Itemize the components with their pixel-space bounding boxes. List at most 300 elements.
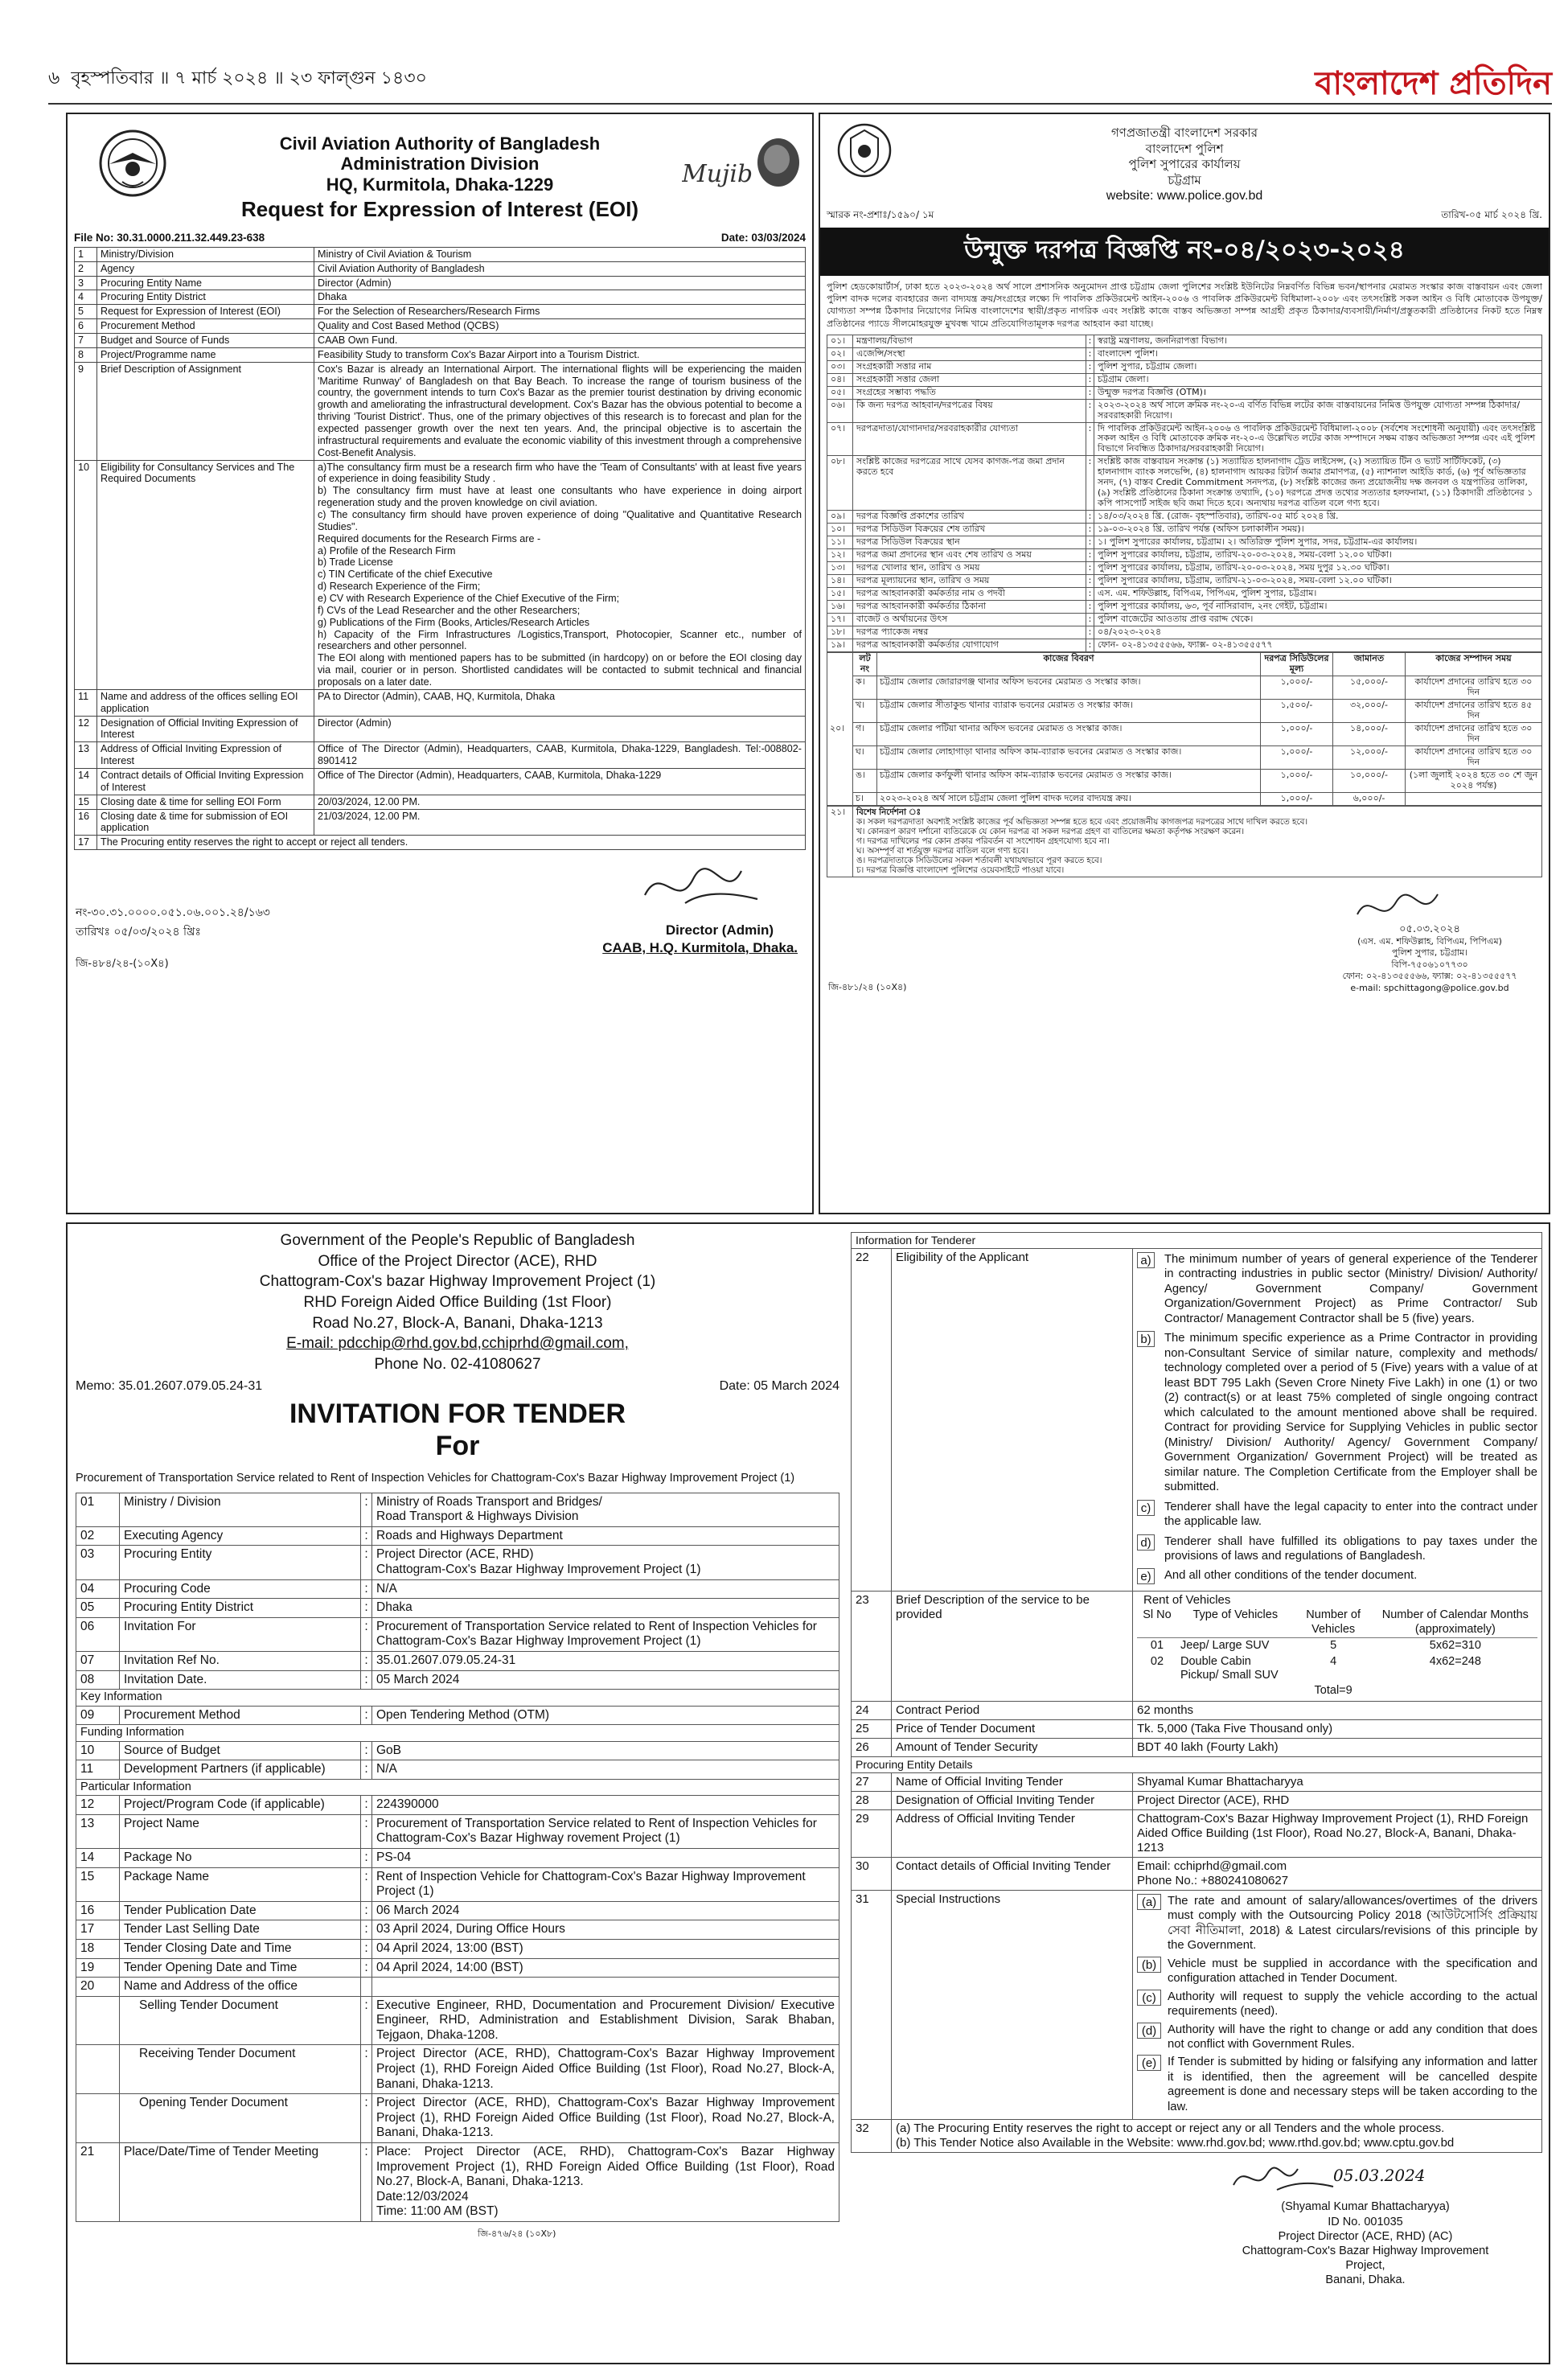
rhd-row-label: Special Instructions	[892, 1890, 1133, 2120]
special-text: The rate and amount of salary/allowances/overtimes of the drivers must comply with the Outsourcing Policy 2018 (আউটসোর্সিং প্রক্রিয়ায় সেবা নীতিমালা, 2018) & Latest circulars/revisions of this principle by the Government.	[1168, 1894, 1537, 1953]
police-dept: বাংলাদেশ পুলিশ	[1145, 141, 1224, 156]
rhd-desc: Procurement of Transportation Service related to Rent of Inspection Vehicles for Chattogram-Cox's Bazar Highway Improvement Project (1)	[76, 1471, 795, 1485]
rhd-row	[76, 1867, 839, 1901]
police-row-colon: :	[1086, 347, 1094, 360]
eoi-row-value: Director (Admin)	[314, 276, 806, 290]
police-row-no: ০৬।	[827, 399, 853, 422]
police-row-no: ১৩।	[827, 562, 853, 575]
note-item: গ। দরপত্র দাখিলের পর কোন প্রকার পরিবর্তন বা সংশোধন গ্রহণযোগ্য হবে না।	[856, 836, 1110, 846]
police-row	[827, 562, 1542, 575]
lot-header-row	[827, 652, 1542, 676]
lot-no: ঘ।	[853, 745, 877, 769]
eoi-row-no: 12	[75, 716, 97, 742]
rhd-row-no: 19	[76, 1958, 120, 1978]
police-row-value: পুলিশ সুপারের কার্যালয়, চট্টগ্রাম, তারিখ-২০-০৩-২০২৪, সময়-বেলা ১২.০০ ঘটিকা।	[1094, 549, 1542, 562]
mujib-logo	[682, 135, 802, 199]
rhd-row	[76, 1546, 839, 1579]
rhd-section-row	[76, 1725, 839, 1741]
rhd-row-no: 04	[76, 1579, 120, 1599]
vehicle-num: 5	[1330, 1639, 1337, 1653]
note-item: ক। সকল দরপত্রদাতা অবশ্যই সংশ্লিষ্ট কাজের পূর্ব অভিজ্ঞতা সম্পন্ন হতে হবে এবং প্রয়োজনীয় কাগজপত্র দরপত্রের সাথে দাখিল করতে হবে।	[856, 816, 1308, 827]
rhd-row	[852, 2120, 1542, 2153]
rhd-row-label: Address of Official Inviting Tender	[892, 1809, 1133, 1857]
eoi-row-value: Director (Admin)	[314, 716, 806, 742]
lot-price: ১,০০০/-	[1261, 792, 1333, 805]
rhd-row-colon: :	[361, 1901, 372, 1920]
lot-security: ১৪,০০০/-	[1333, 722, 1406, 745]
police-row-label: বাজেট ও অর্থায়নের উৎস	[853, 614, 1086, 626]
police-row	[827, 335, 1542, 347]
eligibility-text: And all other conditions of the tender document.	[1164, 1569, 1418, 1583]
eoi-row-no: 5	[75, 305, 97, 319]
rhd-row-colon: :	[361, 1958, 372, 1978]
vehicle-header-cell: Sl No	[1137, 1608, 1177, 1637]
lot-desc: চট্টগ্রাম জেলার জোরারগঞ্জ থানার অফিস ভবনের মেরামত ও সংস্কার কাজ।	[877, 676, 1261, 699]
rhd-row	[76, 1760, 839, 1780]
rhd-row-colon: :	[361, 1996, 372, 2045]
rhd-row	[76, 1978, 839, 1997]
rhd-hdr-project: Chattogram-Cox's bazar Highway Improvement Project (1)	[259, 1273, 656, 1291]
rhd-row	[76, 1617, 839, 1651]
rhd-title-for: For	[435, 1430, 480, 1461]
rhd-sig-line: (Shyamal Kumar Bhattacharyya)	[1281, 2200, 1450, 2214]
notes-cell	[853, 806, 1542, 877]
eoi-row-label: Brief Description of Assignment	[97, 362, 314, 460]
eoi-row	[75, 276, 806, 290]
police-row-no: ১৯।	[827, 639, 853, 651]
note-item: চ। দরপত্র বিজ্ঞপ্তি বাংলাদেশ পুলিশের ওয়েবসাইটে পাওয়া যাবে।	[856, 865, 1065, 876]
rhd-row-label: Package Name	[120, 1867, 361, 1901]
eoi-row-value: Ministry of Civil Aviation & Tourism	[314, 247, 806, 261]
rhd-row-label: Tender Last Selling Date	[120, 1920, 361, 1940]
notes-list	[856, 817, 1538, 876]
eoi-row-value: 20/03/2024, 12.00 PM.	[314, 795, 806, 809]
police-row-value: ১৪/০৩/২০২৪ খ্রি. (রোজ- বৃহস্পতিবার), তারিখ-০৫ মার্চ ২০২৪ খ্রি.	[1094, 511, 1542, 524]
police-website: website: www.police.gov.bd	[1106, 189, 1263, 203]
lot-desc: চট্টগ্রাম জেলার পটিয়া থানার অফিস ভবনের মেরামত ও সংস্কার কাজ।	[877, 722, 1261, 745]
rhd-row-value: Shyamal Kumar Bhattacharyya	[1133, 1772, 1542, 1791]
eligibility-text: Tenderer shall have the legal capacity to enter into the contract under the applicable law.	[1164, 1500, 1537, 1529]
police-row-no: ১২।	[827, 549, 853, 562]
rhd-row-no: 25	[852, 1719, 892, 1738]
eoi-row	[75, 716, 806, 742]
rhd-row	[76, 1796, 839, 1815]
police-row-colon: :	[1086, 549, 1094, 562]
eoi-signature	[637, 855, 766, 919]
police-row-colon: :	[1086, 639, 1094, 651]
lot-desc: চট্টগ্রাম জেলার লোহাগাড়া থানার অফিস কাম-ব্যারাক ভবনের মেরামত ও সংস্কার কাজ।	[877, 745, 1261, 769]
police-row-value: চট্টগ্রাম জেলা।	[1094, 373, 1542, 386]
rhd-row	[76, 2143, 839, 2222]
caab-logo	[98, 129, 167, 198]
rhd-hdr-email: E-mail: pdcchip@rhd.gov.bd,cchiprhd@gmail.com,	[286, 1335, 629, 1353]
special-item	[1137, 1894, 1537, 1953]
lot-row	[827, 722, 1542, 745]
vehicle-sl: 02	[1150, 1654, 1164, 1668]
rhd-row	[76, 1901, 839, 1920]
notes-title: বিশেষ নির্দেশনা ঃ	[856, 807, 922, 817]
rhd-row-label: Tender Opening Date and Time	[120, 1958, 361, 1978]
rhd-hdr-road: Road No.27, Block-A, Banani, Dhaka-1213	[312, 1314, 603, 1332]
rhd-row-no: 08	[76, 1670, 120, 1690]
lot-header-cell: জামানত	[1333, 652, 1406, 676]
rhd-row-no: 09	[76, 1706, 120, 1725]
police-office: পুলিশ সুপারের কার্যালয়	[1128, 157, 1241, 171]
special-text: Authority will have the right to change or add any condition that does not conflict with Government Rules.	[1168, 2023, 1537, 2051]
police-row-no: ০৪।	[827, 373, 853, 386]
note-item: ঘ। অসম্পূর্ণ বা শর্তযুক্ত দরপত্র বাতিল বলে গণ্য হবে।	[856, 846, 1028, 856]
vehicle-cell-title: Rent of Vehicles	[1143, 1593, 1231, 1608]
police-row	[827, 614, 1542, 626]
police-row-colon: :	[1086, 456, 1094, 511]
rhd-row-value: Tk. 5,000 (Taka Five Thousand only)	[1133, 1719, 1542, 1738]
rhd-row-no	[76, 2094, 120, 2143]
police-row-no: ০১।	[827, 335, 853, 347]
lot-security: ১০,০০০/-	[1333, 769, 1406, 792]
rhd-row-no: 18	[76, 1939, 120, 1958]
rhd-row	[852, 1809, 1542, 1857]
rhd-hdr-office: Office of the Project Director (ACE), RHD	[318, 1252, 597, 1270]
rhd-row-value: BDT 40 lakh (Fourty Lakh)	[1133, 1738, 1542, 1756]
eligibility-list	[1133, 1248, 1542, 1592]
rhd-row-colon: :	[361, 2143, 372, 2222]
lot-desc: চট্টগ্রাম জেলার সীতাকুন্ড থানার ব্যারাক ভবনের মেরামত ও সংস্কার কাজ।	[877, 699, 1261, 722]
vehicle-header-row	[1137, 1608, 1537, 1637]
eoi-row	[75, 305, 806, 319]
rhd-row-no: 29	[852, 1809, 892, 1857]
police-row-colon: :	[1086, 373, 1094, 386]
police-row-value: পুলিশ সুপার, চট্টগ্রাম জেলা।	[1094, 360, 1542, 373]
rhd-row-label: Name of Official Inviting Tender	[892, 1772, 1133, 1791]
rhd-row-value: 224390000	[372, 1796, 839, 1815]
rhd-row-no: 31	[852, 1890, 892, 2120]
lot-time: কার্যাদেশ প্রদানের তারিখ হতে ৩০ দিন	[1406, 722, 1542, 745]
eoi-title: Request for Expression of Interest (EOI)	[240, 196, 639, 221]
police-row	[827, 575, 1542, 588]
rhd-row-no: 13	[76, 1814, 120, 1848]
rhd-row-no: 28	[852, 1791, 892, 1809]
police-row-no: ১৪।	[827, 575, 853, 588]
rhd-row-colon: :	[361, 1599, 372, 1618]
police-ad-code: জি-৪৮১/২৪ (১০X৪)	[828, 981, 907, 992]
police-row	[827, 399, 1542, 422]
eoi-row-label: Procurement Method	[97, 319, 314, 334]
eoi-row-label: Designation of Official Inviting Expression of Interest	[97, 716, 314, 742]
eligibility-key: e)	[1137, 1568, 1155, 1584]
rhd-memo: Memo: 35.01.2607.079.05.24-31	[76, 1379, 263, 1394]
rhd-row-colon: :	[361, 1706, 372, 1725]
rhd-row-no: 24	[852, 1701, 892, 1719]
eoi-row	[75, 333, 806, 347]
rhd-row-no: 06	[76, 1617, 120, 1651]
eoi-row-value: For the Selection of Researchers/Research Firms	[314, 305, 806, 319]
eoi-row	[75, 362, 806, 460]
police-row-value: দি পাবলিক প্রকিউরমেন্ট আইন-২০০৬ ও পাবলিক প্রকিউরমেন্ট বিধিমালা-২০০৮ (সর্বশেষ সংশোধনী অনুযায়ী) এবং তৎসংশ্লিষ্ট সকল আইন ও বিধি মোতাবেক ক্রমিক নং-২০-এ উল্লেখিত লটের কাজ সম্পাদনে সক্ষম বাস্তব অভিজ্ঞতা সম্পন্ন এবং এই পুলিশ বিভাগে নিবন্ধিত ঠিকাদার/সরবরাহকারী নিয়োগ।	[1094, 422, 1542, 456]
eoi-sig-title: Director (Admin)	[665, 922, 774, 939]
rhd-row-no: 21	[76, 2143, 120, 2222]
lot-time	[1406, 792, 1542, 805]
police-row-no: ০২।	[827, 347, 853, 360]
eoi-row-label: Address of Official Inviting Expression of Interest	[97, 742, 314, 769]
police-lot-table	[827, 652, 1542, 806]
police-memo: স্মারক নং-প্রশাঃ/১৫৯০/ ১ম	[827, 208, 934, 220]
police-row-value: স্বরাষ্ট্র মন্ত্রণালয়, জননিরাপত্তা বিভাগ।	[1094, 335, 1542, 347]
rhd-section-title: Key Information	[76, 1690, 839, 1706]
rhd-row	[852, 1719, 1542, 1738]
police-row-label: দরপত্র প্যাকেজ নম্বর	[853, 626, 1086, 639]
eoi-row	[75, 809, 806, 836]
eoi-division: Administration Division	[340, 154, 540, 175]
police-tender-ad	[819, 113, 1550, 1214]
eoi-row-no: 8	[75, 347, 97, 362]
special-text: Authority will request to supply the vehicle according to the actual requirements (need).	[1168, 1990, 1537, 2019]
rhd-row-label: Price of Tender Document	[892, 1719, 1133, 1738]
rhd-sign-block	[851, 2153, 1542, 2298]
eligibility-item	[1137, 1252, 1537, 1326]
rhd-row-label: Place/Date/Time of Tender Meeting	[120, 2143, 361, 2222]
police-row	[827, 536, 1542, 549]
eoi-row-no: 6	[75, 319, 97, 334]
eoi-row-value: Office of The Director (Admin), Headquarters, CAAB, Kurmitola, Dhaka-1229	[314, 769, 806, 795]
rhd-office-label: Receiving Tender Document	[120, 2045, 361, 2094]
eoi-row-no: 17	[75, 836, 97, 850]
special-item	[1137, 2023, 1537, 2052]
eligibility-item	[1137, 1568, 1537, 1584]
rhd-hdr-phone: Phone No. 02-41080627	[374, 1355, 541, 1373]
rhd-row-value	[372, 1978, 839, 1997]
rhd-tender-ad	[66, 1222, 1550, 2364]
note-item: খ। কোনরূপ কারণ দর্শানো ব্যতিরেকে যে কোন দরপত্র বা সকল দরপত্র গ্রহণ বা বাতিলের ক্ষমতা কর্তৃপক্ষ সংরক্ষণ করেন।	[856, 826, 1244, 836]
lot-security: ৬,০০০/-	[1333, 792, 1406, 805]
eoi-row-value: Feasibility Study to transform Cox's Bazar Airport into a Tourism District.	[314, 347, 806, 362]
eoi-file-no: File No: 30.31.0000.211.32.449.23-638	[74, 231, 265, 244]
special-key: (c)	[1137, 1990, 1161, 2006]
lot-time: কার্যাদেশ প্রদানের তারিখ হতে ৪৫ দিন	[1406, 699, 1542, 722]
rhd-row-colon: :	[361, 1760, 372, 1780]
header-rule	[48, 103, 1552, 105]
rhd-row-label: Procuring Entity	[120, 1546, 361, 1579]
police-row-no: ১৮।	[827, 626, 853, 639]
police-row	[827, 360, 1542, 373]
rhd-row-label: Tender Closing Date and Time	[120, 1939, 361, 1958]
rhd-row-label: Tender Publication Date	[120, 1901, 361, 1920]
eoi-row-value: The Procuring entity reserves the right to accept or reject all tenders.	[97, 836, 806, 850]
vehicle-type: Double Cabin Pickup/ Small SUV	[1180, 1654, 1279, 1682]
vehicle-total: Total=9	[1314, 1684, 1353, 1698]
rhd-date: Date: 05 March 2024	[719, 1379, 839, 1394]
lot-price: ১,০০০/-	[1261, 745, 1333, 769]
lot-no: গ।	[853, 722, 877, 745]
special-key: (a)	[1137, 1894, 1161, 1910]
vehicle-row	[1137, 1654, 1537, 1684]
rhd-row-no	[76, 2045, 120, 2094]
rhd-row-label: Project/Program Code (if applicable)	[120, 1796, 361, 1815]
special-key: (b)	[1137, 1957, 1161, 1973]
rhd-row	[76, 1599, 839, 1618]
eoi-row-value: Dhaka	[314, 290, 806, 305]
rhd-row	[852, 1248, 1542, 1592]
rhd-row-no: 16	[76, 1901, 120, 1920]
eoi-row-label: Project/Programme name	[97, 347, 314, 362]
police-row-no: ১৭।	[827, 614, 853, 626]
police-row	[827, 588, 1542, 601]
rhd-row-label: Amount of Tender Security	[892, 1738, 1133, 1756]
lot-no: ক।	[853, 676, 877, 699]
police-row-label: দরপত্রদাতা/যোগানদার/সরবরাহকারীর যোগ্যতা	[853, 422, 1086, 456]
rhd-row-value: GoB	[372, 1741, 839, 1760]
lot-desc: চট্টগ্রাম জেলার কর্ণফুলী থানার অফিস কাম-ব্যারাক ভবনের মেরামত ও সংস্কার কাজ।	[877, 769, 1261, 792]
rhd-row-label: Procuring Entity District	[120, 1599, 361, 1618]
rhd-row-colon: :	[361, 1526, 372, 1546]
police-row-colon: :	[1086, 335, 1094, 347]
police-row-label: সংগ্রহের সম্ভাব্য পদ্ধতি	[853, 386, 1086, 399]
police-row-colon: :	[1086, 588, 1094, 601]
eoi-org: Civil Aviation Authority of Bangladesh	[279, 133, 601, 154]
rhd-row-value: Procurement of Transportation Service related to Rent of Inspection Vehicles for Chattogram-Cox's Bazar Highway Improvement Project (1)	[372, 1617, 839, 1651]
eoi-sig-address: CAAB, H.Q. Kurmitola, Dhaka.	[602, 940, 798, 956]
rhd-row-label: Project Name	[120, 1814, 361, 1848]
rhd-row-value: Place: Project Director (ACE, RHD), Chattogram-Cox's Bazar Highway Improvement Project (1), RHD Foreign Aided Office Building (1st Floor), Road No.27, Block-A, Banani, Dhaka-1213. Date:12/03/2024 Time: 11:00 AM (BST)	[372, 2143, 839, 2222]
police-row-value: ১৯-০৩-২০২৪ খ্রি. তারিখ পর্যন্ত (অফিস চলাকালীন সময়)।	[1094, 524, 1542, 536]
police-sig-title: পুলিশ সুপার, চট্টগ্রাম।	[1391, 947, 1468, 959]
police-row-value: পুলিশ সুপারের কার্যালয়, চট্টগ্রাম, তারিখ-২১-০৩-২০২৪, সময়-বেলা ১২.০০ ঘটিকা।	[1094, 575, 1542, 588]
police-row-no: ০৫।	[827, 386, 853, 399]
police-row	[827, 422, 1542, 456]
rhd-row-value: N/A	[372, 1579, 839, 1599]
rhd-32b: (b) This Tender Notice also Available in the Website: www.rhd.gov.bd; www.rthd.gov.bd; www.cptu.gov.bd	[896, 2136, 1455, 2150]
rhd-row-value: Chattogram-Cox's Bazar Highway Improvement Project (1), RHD Foreign Aided Office Building (1st Floor), Road No.27, Block-A, Banani, Dhaka-1213	[1133, 1809, 1542, 1857]
eoi-row	[75, 347, 806, 362]
police-row-label: দরপত্র বিজ্ঞপ্তি প্রকাশের তারিখ	[853, 511, 1086, 524]
rhd-office-row	[76, 2045, 839, 2094]
rhd-row-value: 62 months	[1133, 1701, 1542, 1719]
rhd-row-colon: :	[361, 1848, 372, 1867]
rhd-ad-code: জি-৪৭৬/২৪ (১০X৮)	[478, 2228, 556, 2239]
special-key: (e)	[1137, 2055, 1161, 2071]
police-row-no: ০৮।	[827, 456, 853, 511]
special-list	[1133, 1890, 1542, 2120]
police-row	[827, 386, 1542, 399]
lot-sl: ২০।	[827, 652, 853, 805]
rhd-sig-date: 05.03.2024	[1333, 2166, 1426, 2186]
police-row-colon: :	[1086, 511, 1094, 524]
police-row-value: পুলিশ সুপারের কার্যালয়, ৬৩, পূর্ব নাসিরাবাদ, ২নং গেইট, চট্টগ্রাম।	[1094, 601, 1542, 614]
eoi-row	[75, 290, 806, 305]
police-sig-date: ০৫.০৩.২০২৪	[1399, 922, 1460, 935]
rhd-row-colon: :	[361, 1939, 372, 1958]
police-row-value: ১। পুলিশ সুপারের কার্যালয়, চট্টগ্রাম। ২। অতিরিক্ত পুলিশ সুপার, সদর, চট্টগ্রাম-এর কার্যালয়।	[1094, 536, 1542, 549]
eoi-row	[75, 319, 806, 334]
page-header	[48, 64, 1552, 102]
police-sig-phone: ফোন: ০২-৪১৩৫৫৫৬৬, ফ্যাক্স: ০২-৪১৩৫৫৫৭৭	[1342, 971, 1517, 982]
rhd-row-no: 05	[76, 1599, 120, 1618]
rhd-office-value: Project Director (ACE, RHD), Chattogram-Cox's Bazar Highway Improvement Project (1), RHD Foreign Aided Office Building (1st Floor), Road No.27, Block-A, Banani, Dhaka-1213.	[372, 2094, 839, 2143]
rhd-row	[852, 1890, 1542, 2120]
note-item: ঙ। দরপত্রদাতাকে সিডিউলের সকল শর্তাবলী যথাযথভাবে পূরণ করতে হবে।	[856, 856, 1102, 866]
special-item	[1137, 2055, 1537, 2114]
police-row-colon: :	[1086, 386, 1094, 399]
eoi-row	[75, 247, 806, 261]
police-row-label: দরপত্র আহবানকারী কর্মকর্তার যোগাযোগ	[853, 639, 1086, 651]
police-logo	[836, 122, 893, 179]
rhd-row	[76, 1939, 839, 1958]
rhd-row-label: Designation of Official Inviting Tender	[892, 1791, 1133, 1809]
rhd-row-label: Eligibility of the Applicant	[892, 1248, 1133, 1592]
rhd-row-label: Development Partners (if applicable)	[120, 1760, 361, 1780]
rhd-row-no: 23	[852, 1592, 892, 1701]
lot-header-cell: লট নং	[853, 652, 877, 676]
police-row-colon: :	[1086, 422, 1094, 456]
police-row-no: ০৭।	[827, 422, 853, 456]
lot-desc: ২০২৩-২০২৪ অর্থ সালে চট্টগ্রাম জেলা পুলিশ বাদক দলের বাদ্যযন্ত্র ক্রয়।	[877, 792, 1261, 805]
rhd-row	[852, 1857, 1542, 1890]
police-row-label: কি জন্য দরপত্র আহবান/দরপত্রের বিষয়	[853, 399, 1086, 422]
police-row	[827, 524, 1542, 536]
vehicle-cell	[1133, 1592, 1542, 1701]
lot-price: ১,৫০০/-	[1261, 699, 1333, 722]
rhd-row-label: Name and Address of the office	[120, 1978, 361, 1997]
rhd-row-no: 10	[76, 1741, 120, 1760]
eoi-row-label: Agency	[97, 261, 314, 276]
eoi-row-label: Name and address of the offices selling EOI application	[97, 689, 314, 716]
rhd-row-no: 12	[76, 1796, 120, 1815]
eoi-row-no: 15	[75, 795, 97, 809]
rhd-row-label: Contract Period	[892, 1701, 1133, 1719]
police-row	[827, 601, 1542, 614]
rhd-row-colon: :	[361, 1670, 372, 1690]
special-item	[1137, 1957, 1537, 1986]
rhd-office-row	[76, 1996, 839, 2045]
rhd-sig-line: Project Director (ACE, RHD) (AC)	[1278, 2229, 1453, 2243]
police-row-label: দরপত্র মূল্যায়নের স্থান, তারিখ ও সময়	[853, 575, 1086, 588]
lot-security: ৩২,০০০/-	[1333, 699, 1406, 722]
rhd-row	[76, 1958, 839, 1978]
lot-no: খ।	[853, 699, 877, 722]
rhd-section-title: Procuring Entity Details	[852, 1756, 1542, 1772]
police-row-value: সংশ্লিষ্ট কাজ বাস্তবায়ন সংক্রান্ত (১) সত্যায়িত হালনাগাদ ট্রেড লাইসেন্স, (২) সত্যায়িত টিন ও ভ্যাট সার্টিফিকেট, (৩) হালনাগাদ ব্যাংক সলভেন্সি, (৪) হালনাগাদ আয়কর রিটার্ন জমার প্রমাণপত্র, (৫) ন্যাশনাল আইডি কার্ড, (৬) পূর্ব অভিজ্ঞতার সনদ, (৭) বাস্তব Credit Commitment সনদপত্র, (৮) সংশ্লিষ্ট কাজের জন্য প্রয়োজনীয় দক্ষ জনবল ও যন্ত্রপাতির তালিকা, (৯) সংশ্লিষ্ট প্রতিষ্ঠানের ঠিকানা সংক্রান্ত তথ্যাদি, (১০) দরপত্রে প্রদত্ত তথ্যের সত্যতার হলফনামা, (১১) ঠিকাদারী প্রতিষ্ঠানের ১ কপি পাসপোর্ট সাইজ ছবি জমা দিতে হবে। অন্যথায় দরপত্র বাতিল বলে গণ্য হবে।	[1094, 456, 1542, 511]
rhd-section-row	[852, 1756, 1542, 1772]
eoi-row-value: Office of The Director (Admin), Headquarters, CAAB, Kurmitola, Dhaka-1229, Bangladesh. Tel:-008802-8901412	[314, 742, 806, 769]
rhd-row	[852, 1701, 1542, 1719]
police-row-value: ফোন- ০২-৪১৩৫৫৫৬৬, ফ্যাক্স- ০২-৪১৩৫৫৫৭৭	[1094, 639, 1542, 651]
rhd-section-title: Funding Information	[76, 1725, 839, 1741]
rhd-row-value: Email: cchiprhd@gmail.com Phone No.: +880241080627	[1133, 1857, 1542, 1890]
lot-row	[827, 676, 1542, 699]
vehicle-total-blank	[1373, 1683, 1537, 1698]
police-row-label: দরপত্র আহবানকারী কর্মকর্তার নাম ও পদবী	[853, 588, 1086, 601]
lot-row	[827, 745, 1542, 769]
police-row-no: ০৩।	[827, 360, 853, 373]
rhd-row-no: 32	[852, 2120, 892, 2153]
eoi-row	[75, 769, 806, 795]
rhd-section-row	[852, 1233, 1542, 1249]
special-text: Vehicle must be supplied in accordance with the specification and configuration attached in Tender Document.	[1168, 1957, 1537, 1986]
police-row-value: ২০২৩-২০২৪ অর্থ সালে ক্রমিক নং-২০-এ বর্ণিত বিভিন্ন লটের কাজ বাস্তবায়নের নিমিত্ত উপযুক্ত যোগ্যতা সম্পন্ন ঠিকাদার/সরবরাহকারী নিয়োগ।	[1094, 399, 1542, 422]
rhd-header	[76, 1230, 839, 1374]
rhd-row-colon: :	[361, 1579, 372, 1599]
vehicle-header-cell: Number of Vehicles	[1294, 1608, 1373, 1637]
rhd-row-no: 03	[76, 1546, 120, 1579]
rhd-row-value: 06 March 2024	[372, 1901, 839, 1920]
rhd-row-colon: :	[361, 1814, 372, 1848]
rhd-row	[76, 1706, 839, 1725]
eoi-row-label: Budget and Source of Funds	[97, 333, 314, 347]
police-row-colon: :	[1086, 614, 1094, 626]
rhd-left-col	[76, 1230, 839, 2242]
eligibility-key: a)	[1137, 1252, 1155, 1268]
police-row-value: পুলিশ বাজেটের আওতায় প্রাপ্ত বরাদ্দ থেকে।	[1094, 614, 1542, 626]
rhd-row	[76, 1526, 839, 1546]
